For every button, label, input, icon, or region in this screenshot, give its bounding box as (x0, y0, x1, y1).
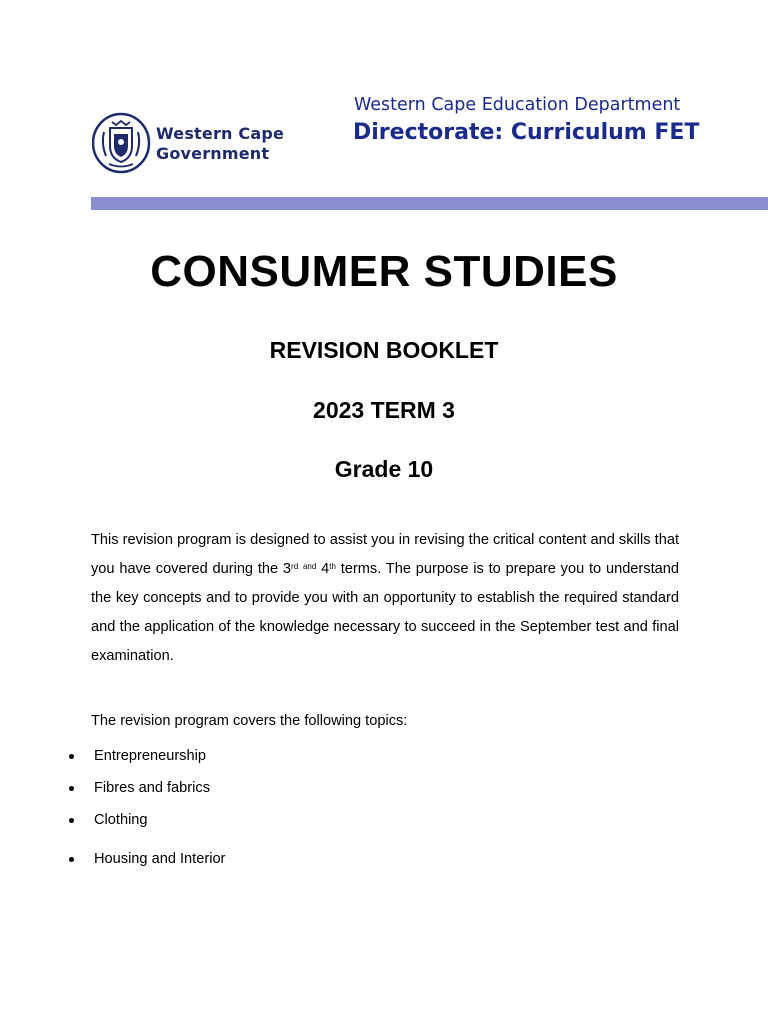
intro-paragraph (91, 526, 679, 671)
bullet-icon (69, 857, 74, 862)
document-term: 2023 TERM 3 (313, 397, 455, 423)
topic-label: Housing and Interior (94, 851, 226, 867)
list-item (66, 776, 225, 808)
intro-part-1: This revision program is designed to assist you in revising the critical content and skills that you have covered during the 3 (91, 532, 679, 577)
list-item (66, 744, 225, 776)
department-name: Western Cape Education Department (354, 95, 681, 115)
intro-sup-rd: rd (291, 562, 299, 571)
bullet-icon (69, 786, 74, 791)
intro-sup-th: th (329, 562, 336, 571)
topics-intro: The revision program covers the following topics: (91, 713, 408, 729)
logo-line-2: Government (156, 144, 270, 163)
logo-text (156, 124, 284, 164)
list-item (66, 808, 225, 840)
intro-sup-and: and (302, 562, 317, 571)
bullet-icon (69, 818, 74, 823)
intro-number-4: 4 (321, 561, 330, 577)
logo-line-1: Western Cape (156, 124, 285, 143)
coat-of-arms-icon (92, 112, 152, 174)
topic-label: Clothing (94, 812, 148, 828)
topics-list (66, 744, 225, 879)
document-subtitle: REVISION BOOKLET (269, 337, 499, 363)
directorate-name: Directorate: Curriculum FET (353, 120, 700, 145)
document-grade: Grade 10 (334, 456, 434, 482)
western-cape-government-logo (92, 112, 292, 174)
header-divider-band (91, 197, 768, 210)
topic-label: Fibres and fabrics (94, 780, 210, 796)
bullet-icon (69, 754, 74, 759)
list-item (66, 847, 225, 879)
topic-label: Entrepreneurship (94, 748, 206, 764)
document-title: CONSUMER STUDIES (150, 247, 618, 296)
intro-part-2: terms. The purpose is to prepare you to understand the key concepts and to provide you with an opportunity to establish the required standard and the application of the knowledge necessary to succeed in the September test and final examination. (91, 561, 679, 664)
